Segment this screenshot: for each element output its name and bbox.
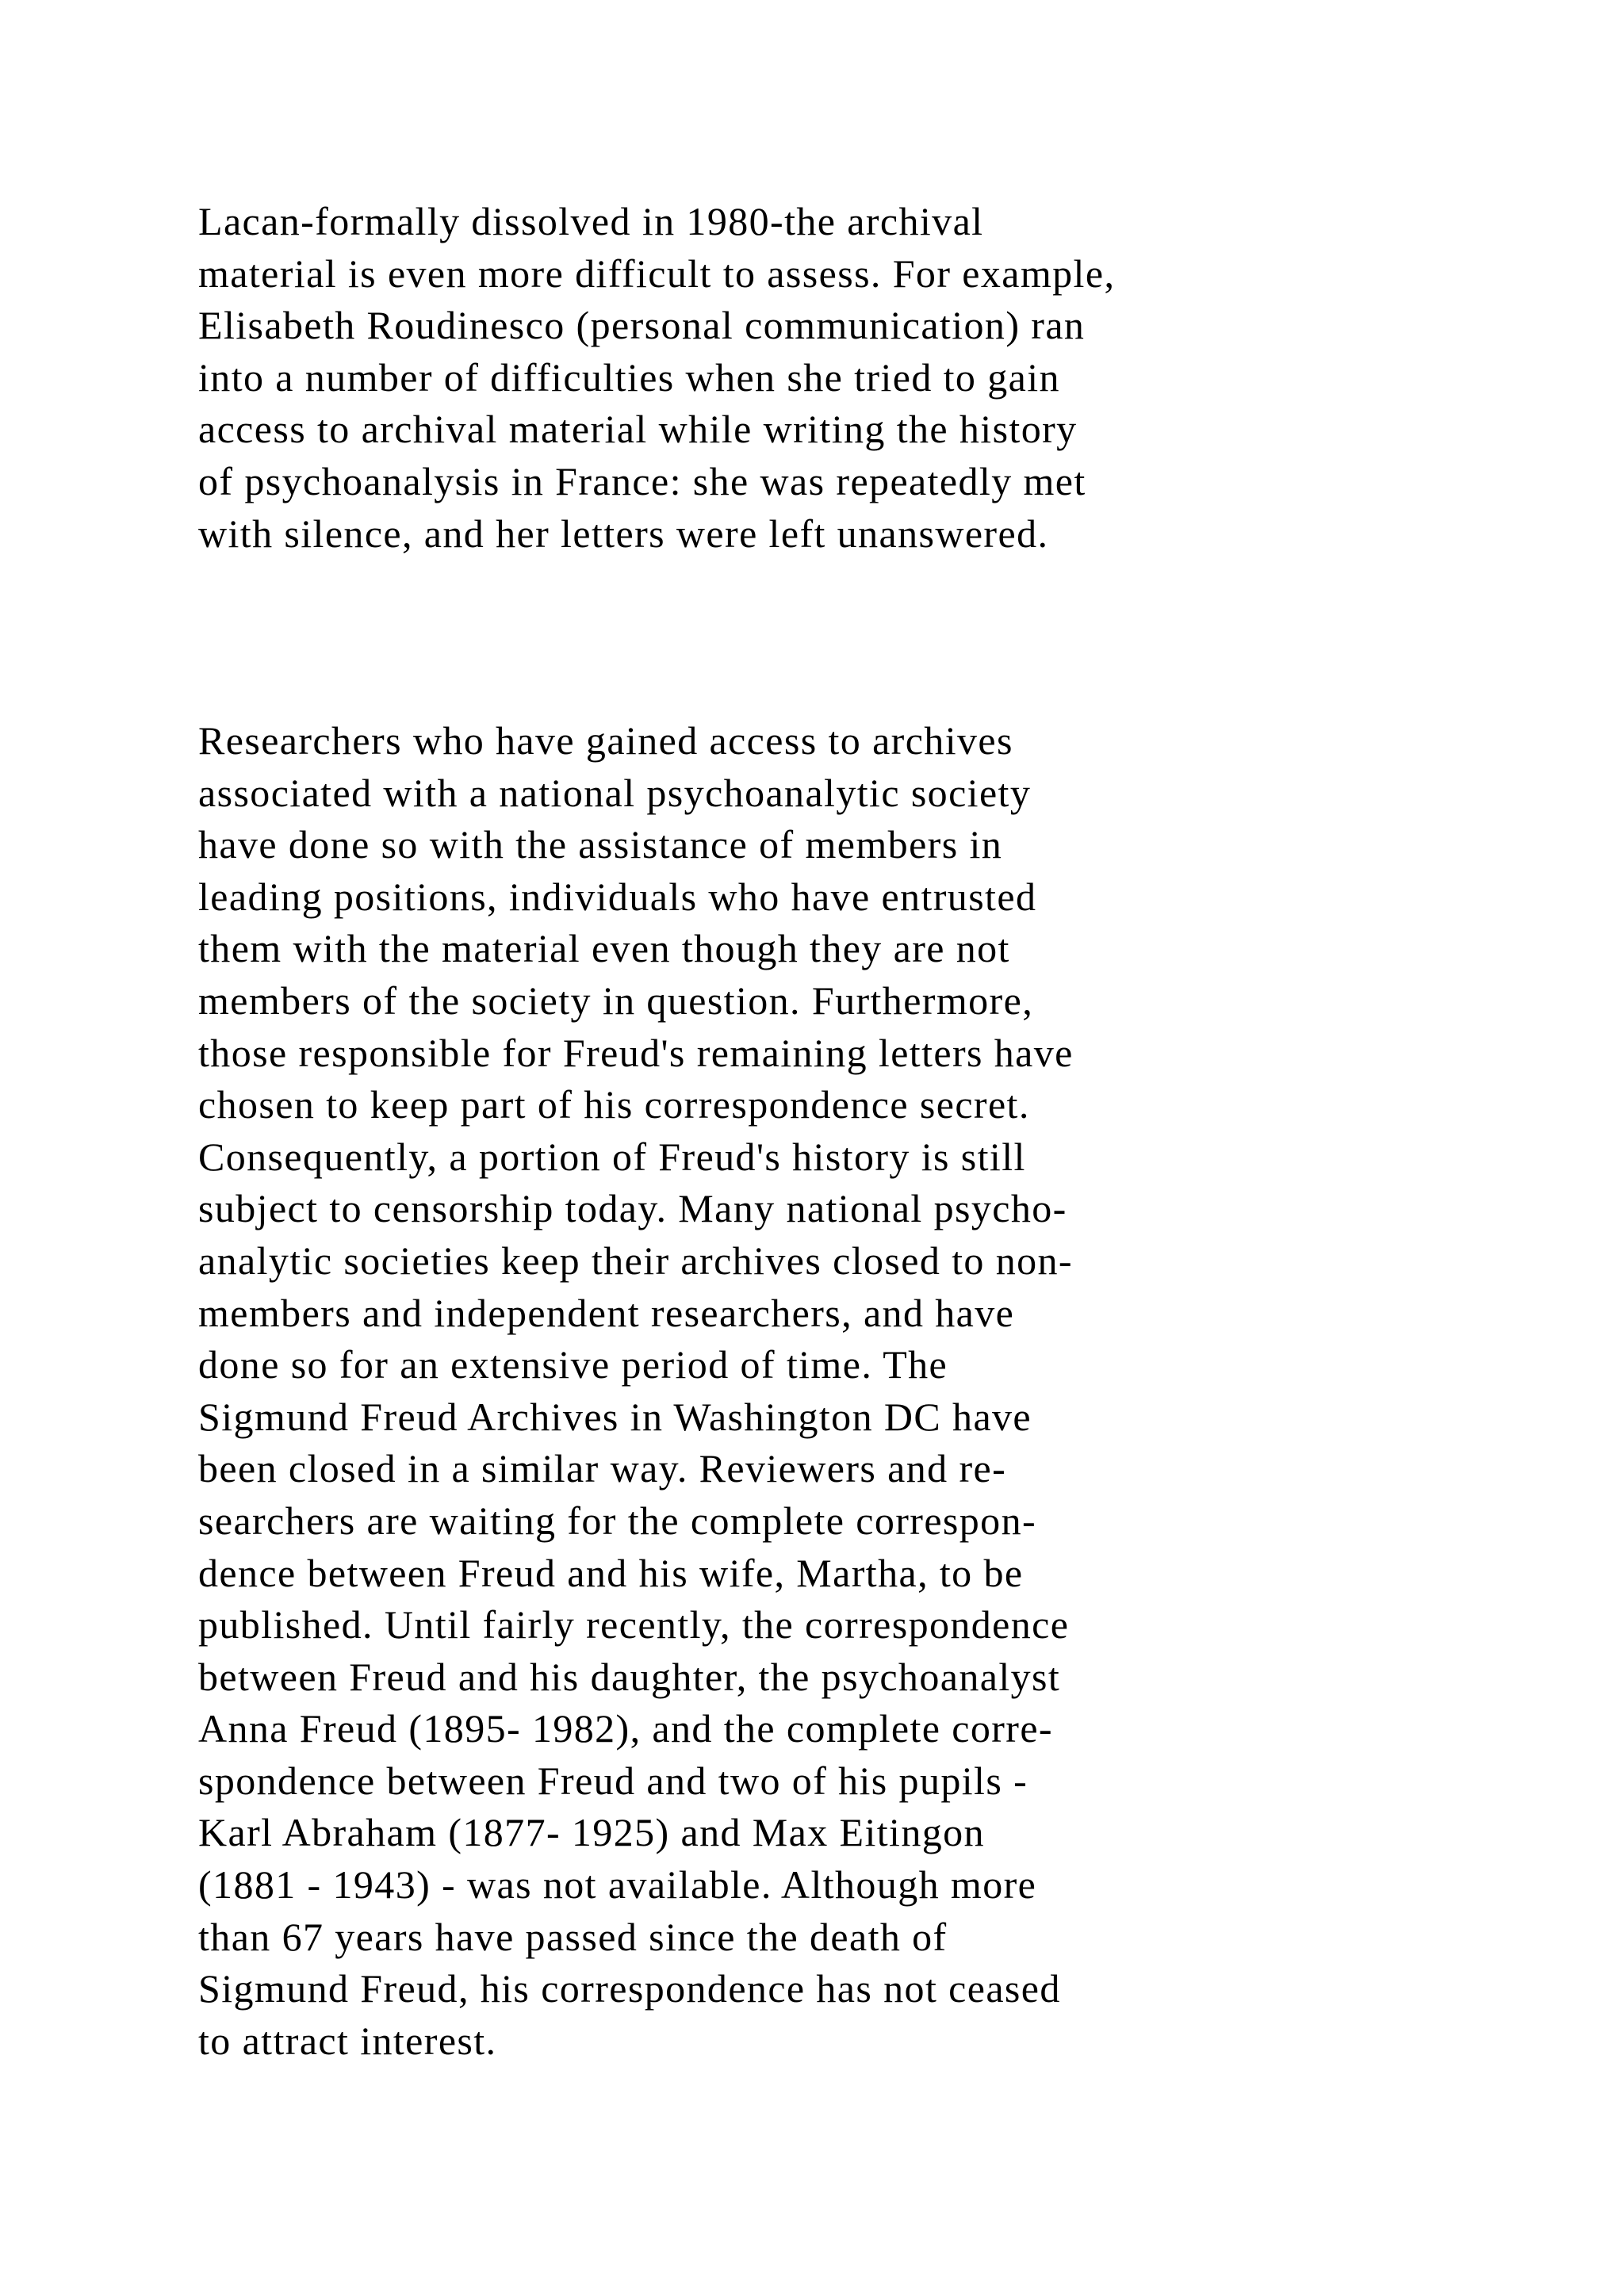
text-line: material is even more difficult to assess. For example, — [198, 251, 1116, 296]
text-line: between Freud and his daughter, the psychoanalyst — [198, 1654, 1061, 1699]
text-line: dence between Freud and his wife, Martha, to be — [198, 1550, 1024, 1595]
text-line: than 67 years have passed since the death of — [198, 1914, 948, 1959]
text-line: members and independent researchers, and have — [198, 1290, 1015, 1335]
text-line: them with the material even though they are not — [198, 926, 1010, 971]
text-line: Anna Freud (1895- 1982), and the complete corre- — [198, 1706, 1053, 1751]
text-line: those responsible for Freud's remaining letters have — [198, 1030, 1074, 1075]
text-line: Karl Abraham (1877- 1925) and Max Eitingon — [198, 1810, 985, 1855]
text-line: searchers are waiting for the complete correspon- — [198, 1498, 1037, 1543]
text-line: (1881 - 1943) - was not available. Although more — [198, 1862, 1037, 1908]
text-line: with silence, and her letters were left unanswered. — [198, 511, 1049, 556]
text-line: into a number of difficulties when she tried to gain — [198, 354, 1060, 400]
text-line: Sigmund Freud, his correspondence has not ceased — [198, 1966, 1061, 2011]
paragraph-1 — [198, 196, 1115, 560]
text-line: done so for an extensive period of time. The — [198, 1342, 948, 1387]
text-line: members of the society in question. Furthermore, — [198, 978, 1034, 1023]
paragraph-2 — [198, 715, 1074, 2067]
text-line: been closed in a similar way. Reviewers and re- — [198, 1446, 1007, 1491]
text-line: of psychoanalysis in France: she was repeatedly met — [198, 458, 1086, 503]
text-line: spondence between Freud and two of his pupils - — [198, 1758, 1028, 1803]
text-line: published. Until fairly recently, the correspondence — [198, 1602, 1070, 1647]
text-line: analytic societies keep their archives closed to non- — [198, 1238, 1073, 1283]
text-line: subject to censorship today. Many national psycho- — [198, 1186, 1067, 1231]
text-line: associated with a national psychoanalytic society — [198, 770, 1032, 815]
text-line: Elisabeth Roudinesco (personal communication) ran — [198, 303, 1086, 348]
text-line: Researchers who have gained access to archives — [198, 718, 1013, 763]
text-line: Sigmund Freud Archives in Washington DC have — [198, 1394, 1032, 1439]
text-line: to attract interest. — [198, 2018, 497, 2063]
text-line: have done so with the assistance of members in — [198, 822, 1003, 867]
text-line: access to archival material while writing the history — [198, 407, 1078, 452]
text-line: Lacan-formally dissolved in 1980-the archival — [198, 199, 984, 243]
text-line: Consequently, a portion of Freud's history is still — [198, 1134, 1026, 1179]
text-line: chosen to keep part of his correspondence secret. — [198, 1082, 1030, 1127]
text-line: leading positions, individuals who have entrusted — [198, 874, 1037, 919]
